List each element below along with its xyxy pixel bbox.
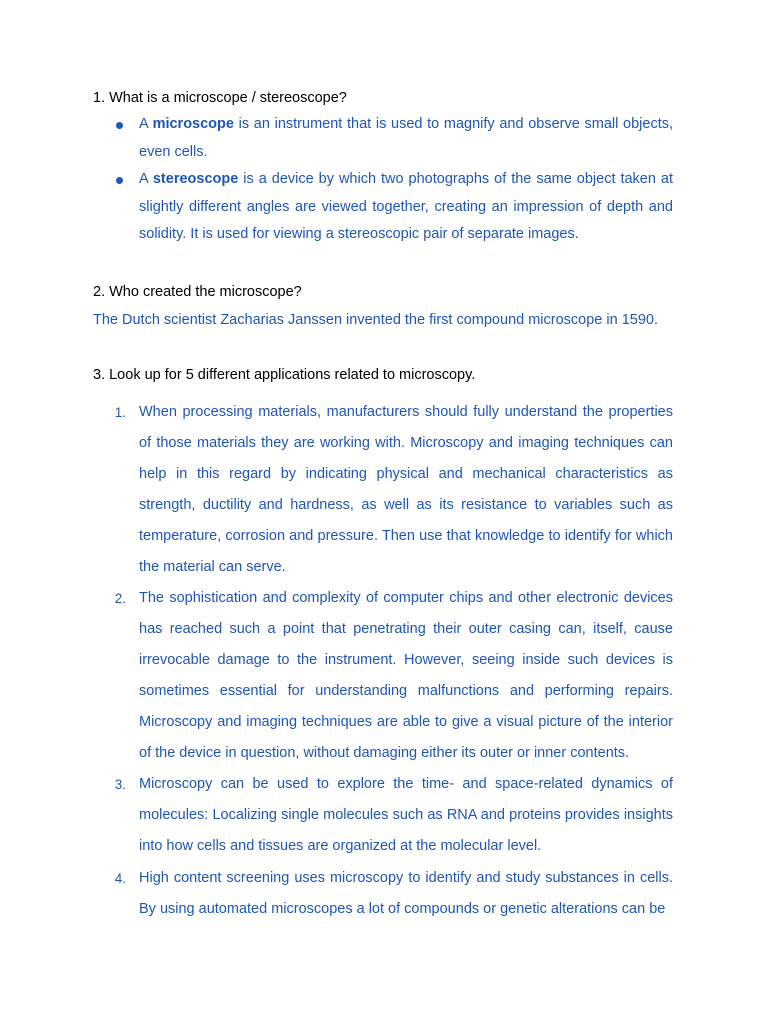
bullet-stereoscope — [139, 166, 673, 249]
bullet-prefix: A — [139, 171, 153, 187]
question-3-heading: 3. Look up for 5 different applications related to microscopy. — [93, 367, 476, 383]
list-item-number: 3. — [114, 777, 126, 792]
bullet-prefix: A — [139, 116, 153, 132]
question-2-heading: 2. Who created the microscope? — [93, 284, 302, 300]
list-item: High content screening uses microscopy to identify and study substances in cells. By using automated microscopes a lot of compounds or genetic alterations can be — [139, 870, 673, 917]
bullet-microscope — [139, 111, 673, 166]
list-item-number: 4. — [114, 871, 126, 886]
bullet-dot-icon — [116, 177, 123, 184]
question-2-answer: The Dutch scientist Zacharias Janssen invented the first compound microscope in 1590. — [93, 312, 658, 328]
list-item: The sophistication and complexity of computer chips and other electronic devices has reached such a point that penetrating their outer casing can, itself, cause irrevocable damage to the instrument. However, seeing inside such devices is sometimes essential for understanding malfunctions and performing repairs. Microscopy and imaging techniques are able to give a visual picture of the interior of the device in question, without damaging either its outer or inner contents. — [139, 590, 673, 761]
bullet-text: is an instrument that is used to magnify and observe small objects, even cells. — [139, 116, 673, 160]
question-1-heading: 1. What is a microscope / stereoscope? — [93, 90, 347, 106]
list-item: When processing materials, manufacturers should fully understand the properties of those materials they are working with. Microscopy and imaging techniques can help in this regard by indicating physical and mechanical characteristics as strength, ductility and hardness, as well as its resistance to variables such as temperature, corrosion and pressure. Then use that knowledge to identify for which the material can serve. — [139, 404, 673, 575]
list-item-number: 1. — [114, 405, 126, 420]
bullet-dot-icon — [116, 122, 123, 129]
bullet-text: is a device by which two photographs of the same object taken at slightly different angles are viewed together, creating an impression of depth and solidity. It is used for viewing a stereoscopic pair of separate images. — [139, 171, 673, 242]
bullet-term: microscope — [152, 116, 234, 132]
list-item-number: 2. — [114, 591, 126, 606]
list-item: Microscopy can be used to explore the time- and space-related dynamics of molecules: Localizing single molecules such as RNA and proteins provides insights into how cells and tissues are organized at the molecular level. — [139, 776, 673, 854]
bullet-term: stereoscope — [152, 171, 239, 187]
